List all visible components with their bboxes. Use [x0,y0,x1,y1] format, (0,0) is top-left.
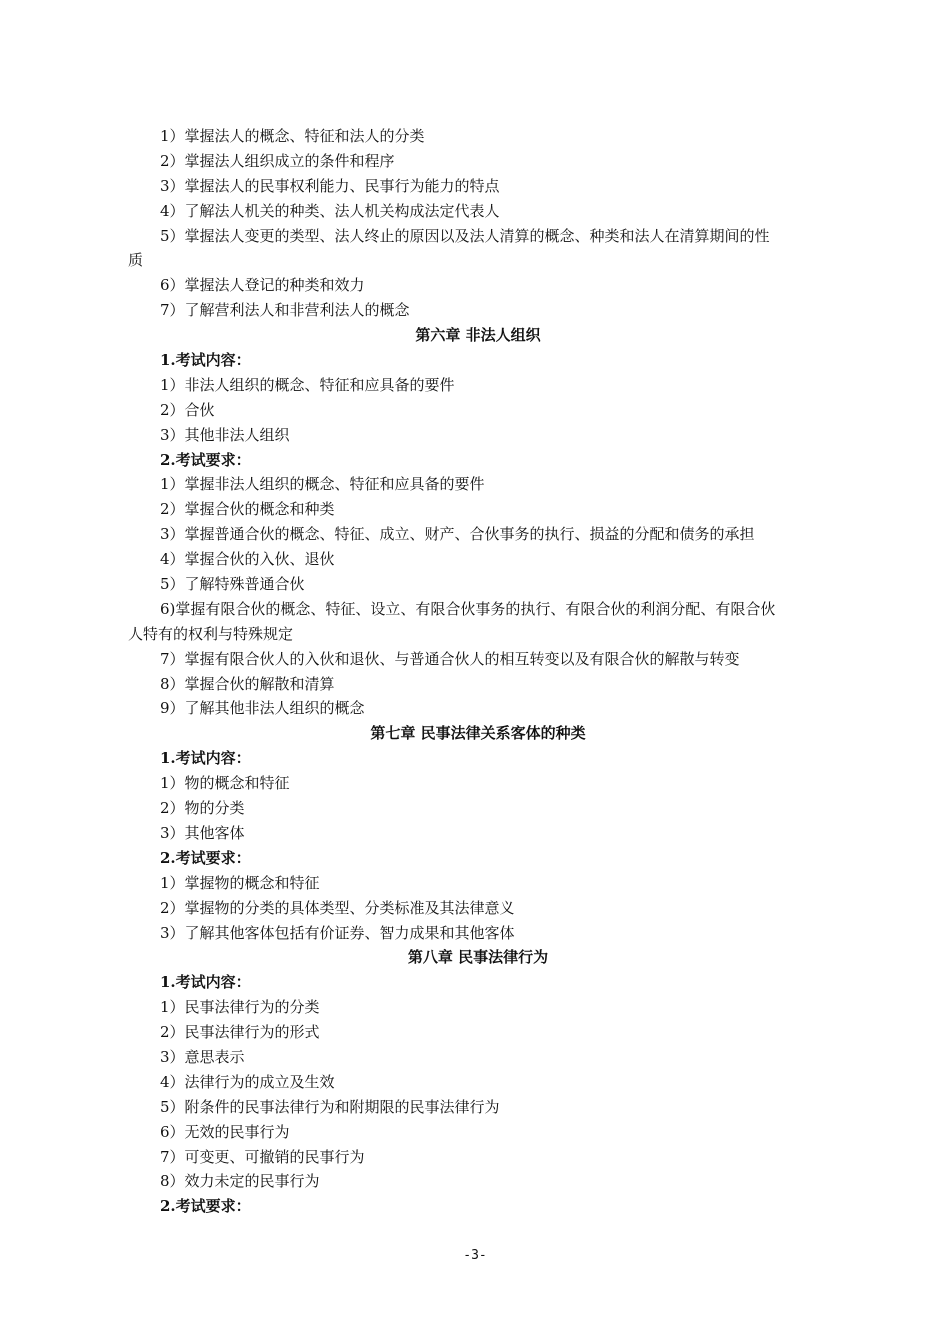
list-item: 7）可变更、可撤销的民事行为 [160,1147,365,1166]
list-item: 4）掌握合伙的入伙、退伙 [160,550,335,569]
list-item: 1）民事法律行为的分类 [160,998,320,1017]
list-item: 1）非法人组织的概念、特征和应具备的要件 [160,375,455,394]
list-item: 2）掌握法人组织成立的条件和程序 [160,151,395,170]
list-item-line: 6)掌握有限合伙的概念、特征、设立、有限合伙事务的执行、有限合伙的利润分配、有限合伙 [160,599,776,618]
list-item: 2）掌握物的分类的具体类型、分类标准及其法律意义 [160,898,515,917]
list-item: 1）物的概念和特征 [160,774,290,793]
list-item: 8）掌握合伙的解散和清算 [160,674,335,693]
section-heading: 1.考试内容： [160,973,251,992]
list-item: 5）附条件的民事法律行为和附期限的民事法律行为 [160,1097,500,1116]
section-heading: 2.考试要求： [160,1197,251,1216]
list-item-continuation: 人特有的权利与特殊规定 [128,624,294,643]
list-item: 5）了解特殊普通合伙 [160,575,305,594]
list-item: 3）其他客体 [160,823,245,842]
list-item: 6）无效的民事行为 [160,1122,290,1141]
list-item: 1）掌握非法人组织的概念、特征和应具备的要件 [160,475,485,494]
chapter-title: 第八章 民事法律行为 [407,948,549,967]
list-item: 3）其他非法人组织 [160,425,290,444]
list-item-line: 5）掌握法人变更的类型、法人终止的原因以及法人清算的概念、种类和法人在清算期间的性 [160,226,770,245]
list-item: 1）掌握法人的概念、特征和法人的分类 [160,127,425,145]
chapter-title: 第七章 民事法律关系客体的种类 [370,724,586,743]
list-item-continuation: 质 [128,251,144,270]
list-item: 2）民事法律行为的形式 [160,1023,320,1042]
list-item: 3）了解其他客体包括有价证券、智力成果和其他客体 [160,923,515,942]
list-item: 4）法律行为的成立及生效 [160,1072,335,1091]
list-item: 3）意思表示 [160,1047,245,1066]
section-heading: 2.考试要求： [160,450,251,469]
document-body [128,124,828,1219]
list-item: 3）掌握法人的民事权利能力、民事行为能力的特点 [160,176,500,195]
list-item: 2）掌握合伙的概念和种类 [160,500,335,519]
list-item: 7）了解营利法人和非营利法人的概念 [160,301,410,320]
chapter-title: 第六章 非法人组织 [415,326,541,345]
list-item: 2）合伙 [160,400,215,419]
section-heading: 1.考试内容： [160,749,251,768]
list-item: 1）掌握物的概念和特征 [160,873,320,892]
list-item: 2）物的分类 [160,799,245,818]
list-item: 7）掌握有限合伙人的入伙和退伙、与普通合伙人的相互转变以及有限合伙的解散与转变 [160,649,740,668]
list-item [128,597,828,647]
list-item: 6）掌握法人登记的种类和效力 [160,276,365,295]
section-heading: 2.考试要求： [160,848,251,867]
list-item: 9）了解其他非法人组织的概念 [160,699,365,718]
list-item: 4）了解法人机关的种类、法人机关构成法定代表人 [160,201,500,220]
list-item [128,224,828,274]
list-item: 3）掌握普通合伙的概念、特征、成立、财产、合伙事务的执行、损益的分配和债务的承担 [160,525,755,544]
section-heading: 1.考试内容： [160,351,251,370]
page-number: -3- [463,1248,487,1263]
list-item: 8）效力未定的民事行为 [160,1172,320,1191]
